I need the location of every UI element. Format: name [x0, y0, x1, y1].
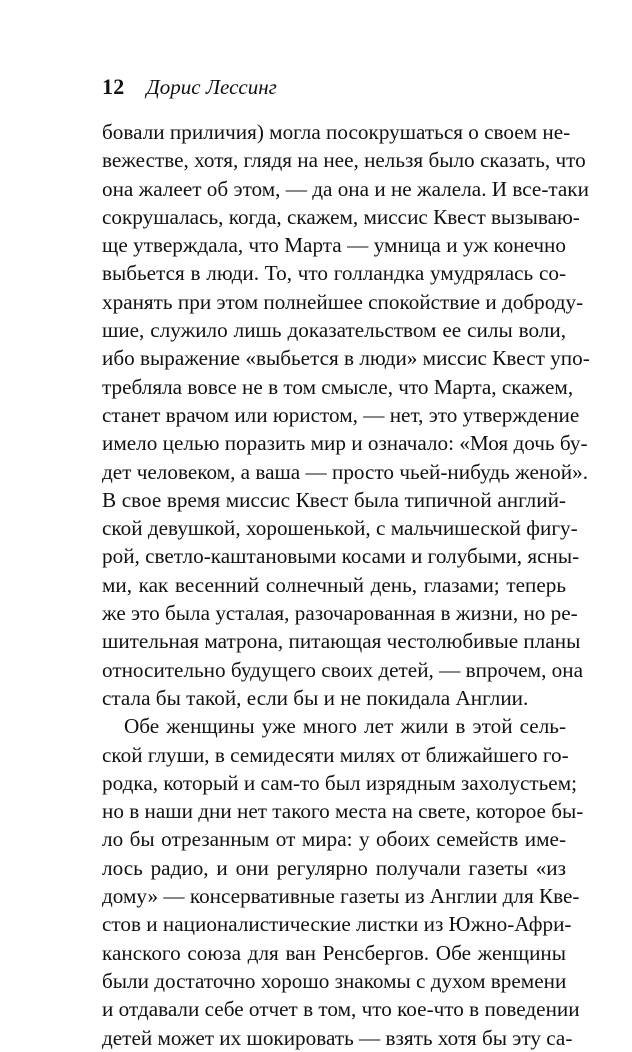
text-line: хранять при этом полнейшее спокойствие и доброду- [102, 289, 584, 314]
page-number: 12 [102, 74, 125, 99]
paragraph-1 [102, 118, 590, 712]
text-line: станет врачом или юристом, — нет, это утверждение [102, 402, 580, 427]
text-line: стов и националистические листки из Южно-Афри- [102, 912, 572, 937]
text-line: и отдавали себе отчет в том, что кое-что в поведении [102, 997, 580, 1022]
text-line: имело целью поразить мир и означало: «Моя дочь бу- [102, 431, 588, 456]
text-line: вежестве, хотя, глядя на нее, нельзя было сказать, что [102, 148, 586, 173]
text-line: требляла вовсе не в том смысле, что Марта, скажем, [102, 374, 574, 399]
text-line: канского союза для ван Ренсбергов. Обе женщины [102, 940, 566, 965]
text-line: она жалеет об этом, — да она и не жалела. И все-таки [102, 176, 589, 201]
page-header [102, 74, 277, 106]
text-line: рой, светло-каштановыми косами и голубыми, ясны- [102, 544, 580, 569]
text-line: родка, который и сам-то был изрядным захолустьем; [102, 770, 577, 795]
text-line: же это была усталая, разочарованная в жизни, но ре- [102, 601, 578, 626]
text-line: ибо выражение «выбьется в люди» миссис Квест упо- [102, 346, 590, 371]
text-line: были достаточно хорошо знакомы с духом времени [102, 968, 567, 993]
text-line: дому» — консервативные газеты из Англии для Кве- [102, 884, 580, 909]
text-line: сокрушалась, когда, скажем, миссис Квест вызываю- [102, 204, 580, 229]
text-line: шие, служило лишь доказательством ее силы воли, [102, 318, 566, 343]
text-line: шительная матрона, питающая честолюбивые планы [102, 629, 581, 654]
text-line: ще утверждала, что Марта — умница и уж конечно [102, 233, 566, 258]
text-line: В свое время миссис Квест была типичной англий- [102, 487, 566, 512]
text-line: относительно будущего своих детей, — впрочем, она [102, 657, 584, 682]
text-line: детей может их шокировать — взять хотя бы эту са- [102, 1025, 573, 1050]
text-line: бовали приличия) могла посокрушаться о своем не- [102, 120, 571, 144]
text-line: ской девушкой, хорошенькой, с мальчишеской фигу- [102, 516, 578, 541]
text-line: дет человеком, а ваша — просто чьей-нибудь женой». [102, 459, 589, 484]
text-line: стала бы такой, если бы и не покидала Англии. [102, 685, 529, 710]
running-title: Дорис Лессинг [146, 75, 277, 99]
paragraph-2 [102, 712, 584, 1052]
text-line: но в наши дни нет такого места на свете, которое бы- [102, 799, 584, 824]
body-text [102, 118, 590, 1052]
text-line: лось радио, и они регулярно получали газеты «из [102, 855, 566, 880]
text-line: ской глуши, в семидесяти милях от ближайшего го- [102, 742, 569, 767]
text-line: Обе женщины уже много лет жили в этой сель- [124, 714, 566, 739]
text-line: выбьется в люди. То, что голландка умудрялась со- [102, 261, 566, 286]
text-line: ми, как весенний солнечный день, глазами; теперь [102, 572, 566, 597]
text-line: ло бы отрезанным от мира: у обоих семейств име- [102, 827, 566, 852]
